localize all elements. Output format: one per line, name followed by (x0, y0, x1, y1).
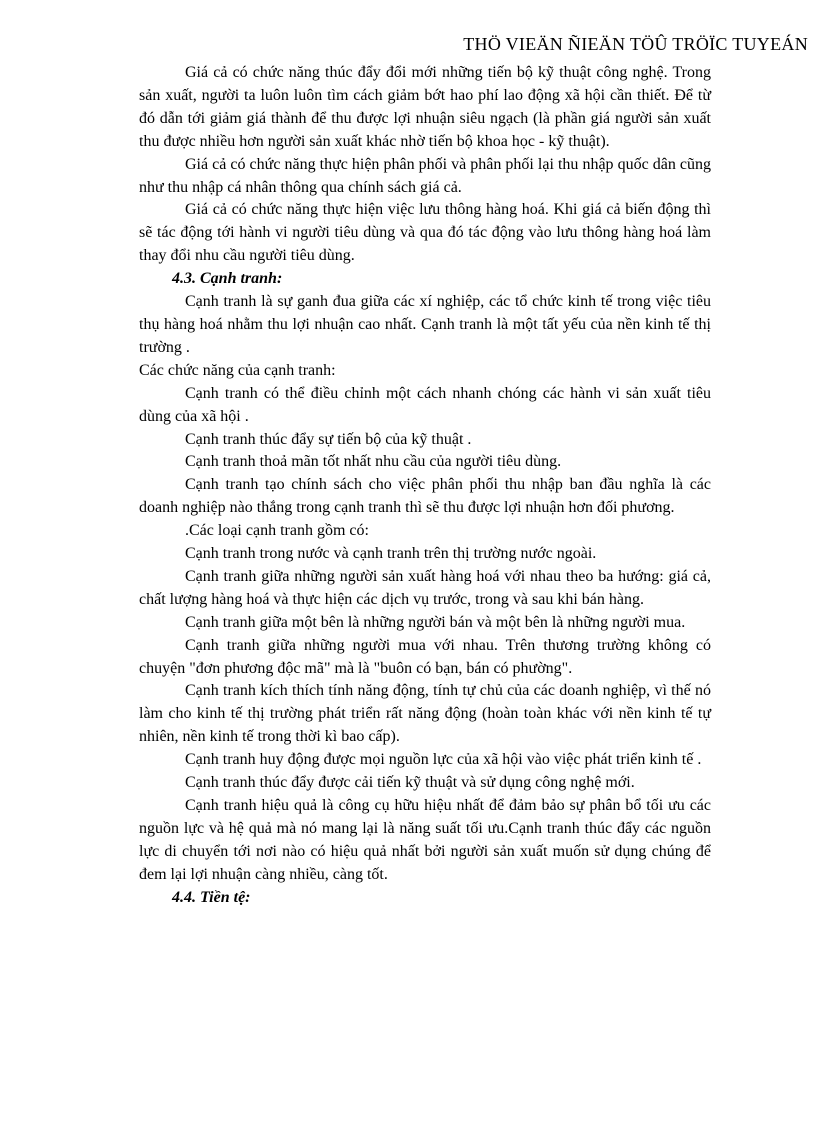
running-header: THÖ VIEÄN ÑIEÄN TÖÛ TRÖÏC TUYEÁN (463, 34, 808, 54)
paragraph-competition-definition: Cạnh tranh là sự ganh đua giữa các xí nghiệp, các tổ chức kinh tế trong việc tiêu thụ hàng hoá nhằm thu lợi nhuận cao nhất. Cạnh tranh là một tất yếu của nền kinh tế thị trường . (139, 293, 711, 356)
paragraph-type-domestic-foreign: Cạnh tranh trong nước và cạnh tranh trên thị trường nước ngoài. (185, 545, 597, 563)
paragraph-tech-improvement: Cạnh tranh thúc đẩy được cải tiến kỹ thuật và sử dụng công nghệ mới. (185, 774, 635, 792)
paragraph-type-producers: Cạnh tranh giữa những người sản xuất hàng hoá với nhau theo ba hướng: giá cả, chất lượng hàng hoá và thực hiện các dịch vụ trước, trong và sau khi bán hàng. (139, 567, 711, 608)
section-heading-currency: 4.4. Tiền tệ: (172, 888, 251, 906)
subheading-competition-types: .Các loại cạnh tranh gồm có: (185, 522, 369, 540)
section-heading-competition: 4.3. Cạnh tranh: (172, 270, 283, 288)
paragraph-price-tech-innovation: Giá cả có chức năng thúc đẩy đổi mới những tiến bộ kỹ thuật công nghệ. Trong sản xuất, người ta luôn luôn tìm cách giảm bớt hao phí lao động xã hội cần thiết. Để từ đó dẫn tới giảm giá thành để thu được lợi nhuận siêu ngạch (là phần giá người sản xuất thu được nhiều hơn người sản xuất khác nhờ tiến bộ khoa học - kỹ thuật). (139, 64, 711, 150)
paragraph-dynamism: Cạnh tranh kích thích tính năng động, tính tự chủ của các doanh nghiệp, vì thế nó làm cho kinh tế thị trường phát triển rất năng động (hoàn toàn khác với nền kinh tế tự nhiên, nền kinh tế trong thời kì bao cấp). (139, 682, 711, 746)
paragraph-price-income-distribution: Giá cả có chức năng thực hiện phân phối và phân phối lại thu nhập quốc dân cũng như thu nhập cá nhân thông qua chính sách giá cả. (139, 155, 711, 196)
paragraph-effective-competition: Cạnh tranh hiệu quả là công cụ hữu hiệu nhất để đảm bảo sự phân bổ tối ưu các nguồn lực và hệ quả mà nó mang lại là năng suất tối ưu.Cạnh tranh thúc đẩy các nguồn lực di chuyển tới nơi nào có hiệu quả nhất bởi người sản xuất muốn sử dụng chúng để đem lại lợi nhuận càng nhiều, càng tốt. (139, 797, 711, 883)
paragraph-type-buyers: Cạnh tranh giữa những người mua với nhau. Trên thương trường không có chuyện "đơn phương độc mã" mà là "buôn có bạn, bán có phường". (139, 636, 711, 677)
paragraph-function-consumer-needs: Cạnh tranh thoả mãn tốt nhất nhu cầu của người tiêu dùng. (185, 453, 562, 471)
subheading-competition-functions: Các chức năng của cạnh tranh: (139, 361, 336, 379)
paragraph-function-adjust: Cạnh tranh có thể điều chỉnh một cách nhanh chóng các hành vi sản xuất tiêu dùng của xã hội . (139, 384, 711, 425)
paragraph-type-sellers-buyers: Cạnh tranh giữa một bên là những người bán và một bên là những người mua. (185, 613, 686, 631)
paragraph-function-tech-progress: Cạnh tranh thúc đẩy sự tiến bộ của kỹ thuật . (185, 430, 472, 448)
paragraph-function-income-policy: Cạnh tranh tạo chính sách cho việc phân phối thu nhập ban đầu nghĩa là các doanh nghiệp nào thắng trong cạnh tranh thì sẽ thu được lợi nhuận hơn đối phương. (139, 476, 711, 517)
document-body (139, 62, 711, 910)
paragraph-mobilize-resources: Cạnh tranh huy động được mọi nguồn lực của xã hội vào việc phát triển kinh tế . (185, 751, 702, 769)
paragraph-price-circulation: Giá cả có chức năng thực hiện việc lưu thông hàng hoá. Khi giá cả biến động thì sẽ tác động tới hành vi người tiêu dùng và qua đó tác động vào lưu thông hàng hoá làm thay đổi nhu cầu người tiêu dùng. (139, 201, 711, 265)
